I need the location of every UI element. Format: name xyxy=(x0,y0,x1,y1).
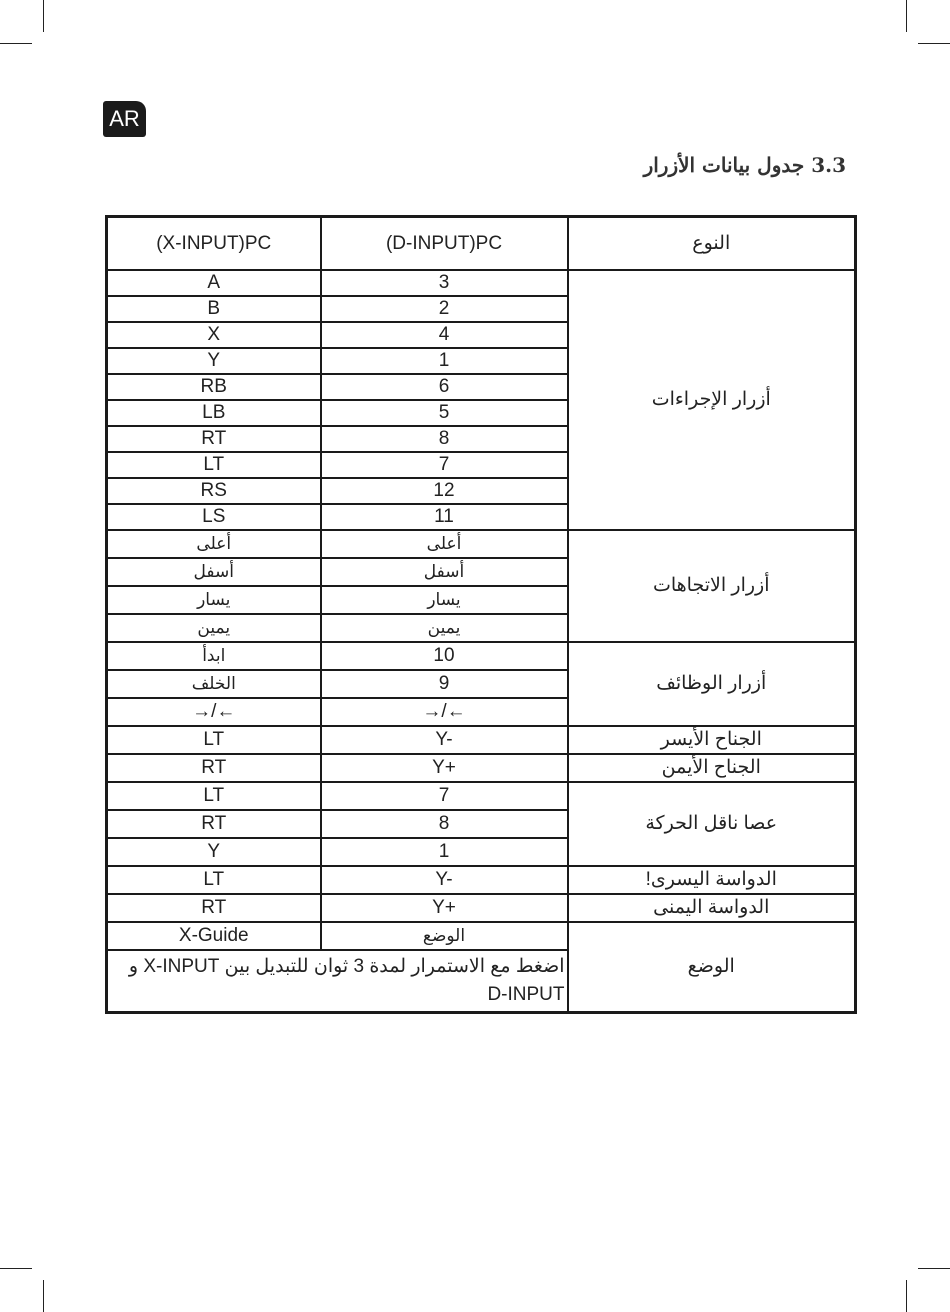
xinput-cell: RT xyxy=(107,810,321,838)
dinput-cell: 8 xyxy=(321,426,568,452)
crop-mark xyxy=(906,0,907,32)
dinput-cell: 5 xyxy=(321,400,568,426)
header-type: النوع xyxy=(568,217,856,271)
table-row xyxy=(107,754,856,782)
crop-mark xyxy=(0,43,32,44)
xinput-cell: B xyxy=(107,296,321,322)
dinput-cell: Y- xyxy=(321,726,568,754)
dinput-cell: Y- xyxy=(321,866,568,894)
xinput-cell: LB xyxy=(107,400,321,426)
xinput-cell: ابدأ xyxy=(107,642,321,670)
crop-mark xyxy=(0,1268,32,1269)
dinput-cell: 2 xyxy=(321,296,568,322)
xinput-cell: يسار xyxy=(107,586,321,614)
xinput-cell: LT xyxy=(107,782,321,810)
group-move-stick: عصا ناقل الحركة xyxy=(568,782,856,866)
dinput-cell: Y+ xyxy=(321,894,568,922)
dinput-cell: 8 xyxy=(321,810,568,838)
xinput-cell: X-Guide xyxy=(107,922,321,950)
dinput-cell: 4 xyxy=(321,322,568,348)
table-row xyxy=(107,894,856,922)
xinput-cell: →/← xyxy=(107,698,321,726)
button-mapping-table xyxy=(105,215,857,1014)
group-left-pedal: الدواسة اليسرى! xyxy=(568,866,856,894)
dinput-cell: 11 xyxy=(321,504,568,530)
table-row xyxy=(107,922,856,950)
table-row xyxy=(107,530,856,558)
dinput-cell: أعلى xyxy=(321,530,568,558)
mode-note-line1: اضغط مع الاستمرار لمدة 3 ثوان للتبديل بين X-INPUT و xyxy=(128,956,565,977)
table-row xyxy=(107,270,856,296)
group-right-pedal: الدواسة اليمنى xyxy=(568,894,856,922)
dinput-cell: Y+ xyxy=(321,754,568,782)
dinput-cell: يسار xyxy=(321,586,568,614)
crop-mark xyxy=(43,0,44,32)
dinput-cell: 7 xyxy=(321,782,568,810)
xinput-cell: Y xyxy=(107,348,321,374)
dinput-cell: 1 xyxy=(321,348,568,374)
table-header-row xyxy=(107,217,856,271)
xinput-cell: RT xyxy=(107,754,321,782)
xinput-cell: يمين xyxy=(107,614,321,642)
group-function-buttons: أزرار الوظائف xyxy=(568,642,856,726)
crop-mark xyxy=(43,1280,44,1312)
xinput-cell: الخلف xyxy=(107,670,321,698)
xinput-cell: أسفل xyxy=(107,558,321,586)
xinput-cell: RB xyxy=(107,374,321,400)
group-mode: الوضع xyxy=(568,922,856,1013)
dinput-cell: 7 xyxy=(321,452,568,478)
group-direction-buttons: أزرار الاتجاهات xyxy=(568,530,856,642)
crop-mark xyxy=(906,1280,907,1312)
section-title: 3.3 جدول بيانات الأزرار xyxy=(643,153,846,177)
xinput-cell: LT xyxy=(107,866,321,894)
xinput-cell: X xyxy=(107,322,321,348)
dinput-cell: الوضع xyxy=(321,922,568,950)
table-row xyxy=(107,726,856,754)
dinput-cell: 1 xyxy=(321,838,568,866)
language-badge: AR xyxy=(103,101,146,137)
group-left-wing: الجناح الأيسر xyxy=(568,726,856,754)
crop-mark xyxy=(918,1268,950,1269)
xinput-cell: LT xyxy=(107,726,321,754)
dinput-cell: 3 xyxy=(321,270,568,296)
xinput-cell: LT xyxy=(107,452,321,478)
table-row xyxy=(107,866,856,894)
xinput-cell: LS xyxy=(107,504,321,530)
header-pc-dinput: (D-INPUT)PC xyxy=(321,217,568,271)
xinput-cell: RS xyxy=(107,478,321,504)
dinput-cell: يمين xyxy=(321,614,568,642)
table-row xyxy=(107,782,856,810)
dinput-cell: 6 xyxy=(321,374,568,400)
xinput-cell: A xyxy=(107,270,321,296)
xinput-cell: RT xyxy=(107,894,321,922)
dinput-cell: 12 xyxy=(321,478,568,504)
dinput-cell: 10 xyxy=(321,642,568,670)
dinput-cell: أسفل xyxy=(321,558,568,586)
mode-note-line2: D-INPUT xyxy=(487,984,565,1005)
xinput-cell: RT xyxy=(107,426,321,452)
xinput-cell: أعلى xyxy=(107,530,321,558)
crop-mark xyxy=(918,43,950,44)
dinput-cell: →/← xyxy=(321,698,568,726)
group-right-wing: الجناح الأيمن xyxy=(568,754,856,782)
table-row xyxy=(107,642,856,670)
group-action-buttons: أزرار الإجراءات xyxy=(568,270,856,530)
header-pc-xinput: (X-INPUT)PC xyxy=(107,217,321,271)
xinput-cell: Y xyxy=(107,838,321,866)
dinput-cell: 9 xyxy=(321,670,568,698)
mode-switch-note xyxy=(107,950,568,1013)
